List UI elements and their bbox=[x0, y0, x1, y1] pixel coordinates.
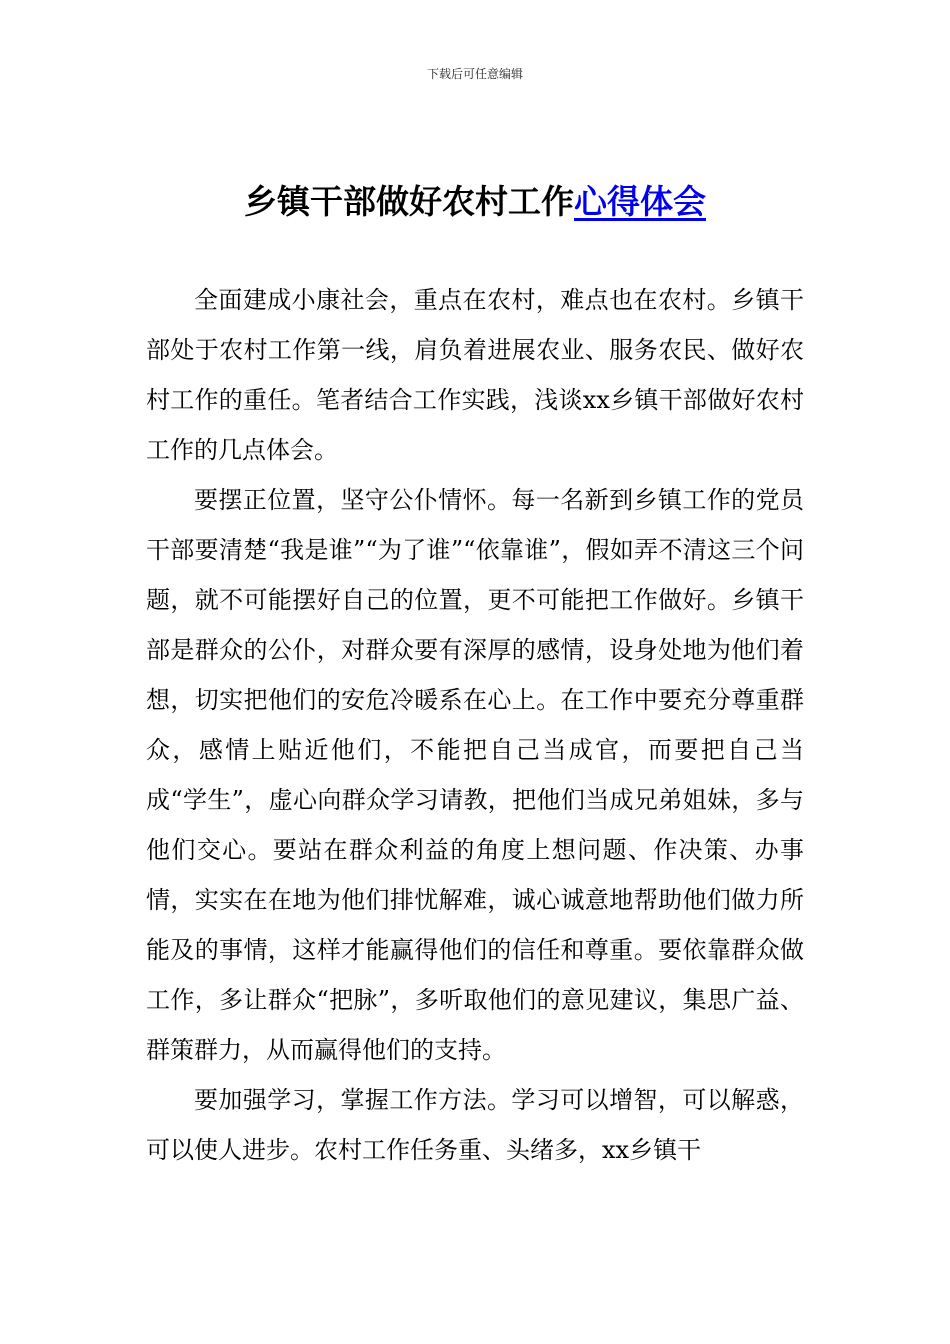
document-title bbox=[0, 176, 950, 228]
paragraph-position: 要摆正位置，坚守公仆情怀。每一名新到乡镇工作的党员干部要清楚“我是谁”“为了谁”“依靠谁”，假如弄不清这三个问题，就不可能摆好自己的位置，更不可能把工作做好。乡镇干部是群众的公仆，对群众要有深厚的感情，设身处地为他们着想，切实把他们的安危冷暖系在心上。在工作中要充分尊重群众，感情上贴近他们，不能把自己当成官，而要把自己当成“学生”，虚心向群众学习请教，把他们当成兄弟姐妹，多与他们交心。要站在群众利益的角度上想问题、作决策、办事情，实实在在地为他们排忧解难，诚心诚意地帮助他们做力所能及的事情，这样才能赢得他们的信任和尊重。要依靠群众做工作，多让群众“把脉”，多听取他们的意见建议，集思广益、群策群力，从而赢得他们的支持。 bbox=[146, 486, 804, 1064]
paragraph-intro: 全面建成小康社会，重点在农村，难点也在农村。乡镇干部处于农村工作第一线，肩负着进展农业、服务农民、做好农村工作的重任。笔者结合工作实践，浅谈xx乡镇干部做好农村工作的几点体会。 bbox=[146, 286, 804, 464]
title-main: 乡镇干部做好农村工作 bbox=[244, 182, 574, 221]
document-body bbox=[146, 275, 804, 1175]
header-note: 下载后可任意编辑 bbox=[426, 67, 523, 81]
title-link[interactable]: 心得体会 bbox=[574, 182, 706, 221]
paragraph-study: 要加强学习，掌握工作方法。学习可以增智，可以解惑，可以使人进步。农村工作任务重、头绪多，xx乡镇干 bbox=[146, 1086, 804, 1164]
